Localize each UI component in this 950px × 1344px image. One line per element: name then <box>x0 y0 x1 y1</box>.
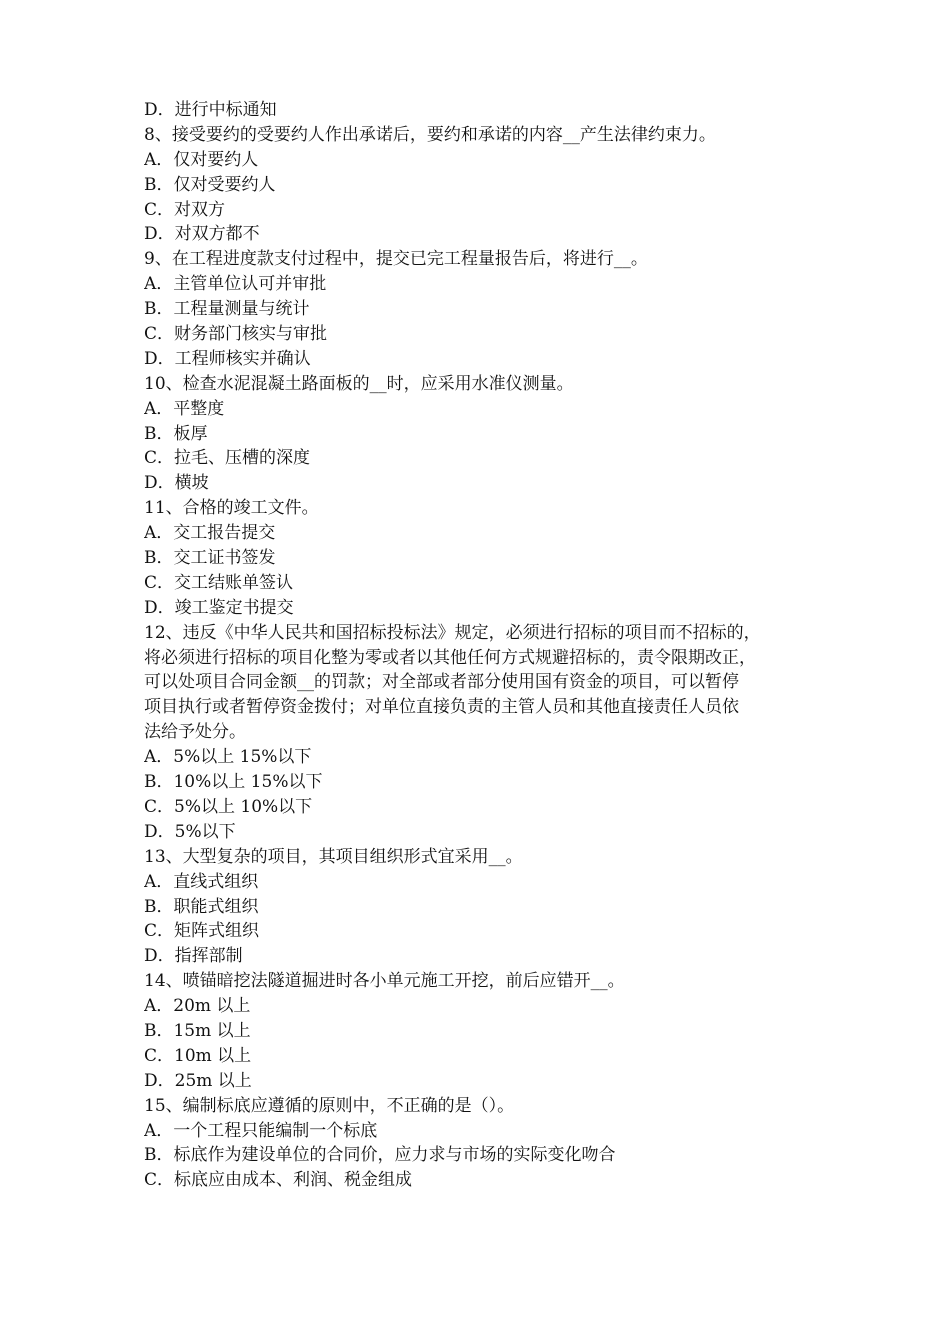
option-line: A．20m 以上 <box>144 996 251 1017</box>
question-line: 15、编制标底应遵循的原则中，不正确的是（）。 <box>144 1095 515 1116</box>
option-line: D．指挥部制 <box>144 946 243 967</box>
option-line: D．横坡 <box>144 473 209 494</box>
option-line: A．5%以上 15%以下 <box>144 747 312 768</box>
option-line: B．15m 以上 <box>144 1020 251 1041</box>
option-line: C．对双方 <box>144 199 226 220</box>
option-line: D．进行中标通知 <box>144 100 277 120</box>
option-line: C．财务部门核实与审批 <box>144 324 328 345</box>
question-line: 将必须进行招标的项目化整为零或者以其他任何方式规避招标的，责令限期改正， <box>144 647 756 668</box>
option-line: D．竣工鉴定书提交 <box>144 597 294 618</box>
option-line: A．交工报告提交 <box>144 523 276 544</box>
option-line: D．25m 以上 <box>144 1070 252 1091</box>
option-line: A．直线式组织 <box>144 871 259 892</box>
option-line: B．10%以上 15%以下 <box>144 772 323 793</box>
option-line: B．工程量测量与统计 <box>144 299 310 320</box>
question-line: 法给予处分。 <box>144 722 246 743</box>
option-line: A．主管单位认可并审批 <box>144 274 327 295</box>
option-line: C．矩阵式组织 <box>144 921 260 942</box>
document-page <box>144 98 824 1193</box>
option-line: B．职能式组织 <box>144 896 259 917</box>
option-line: A．平整度 <box>144 398 225 419</box>
question-line: 14、喷锚暗挖法隧道掘进时各小单元施工开挖，前后应错开__。 <box>144 971 625 992</box>
option-line: B．仅对受要约人 <box>144 174 276 195</box>
question-line: 11、合格的竣工文件。 <box>144 498 319 519</box>
option-line: D．工程师核实并确认 <box>144 348 311 369</box>
question-line: 10、检查水泥混凝土路面板的__时，应采用水准仪测量。 <box>144 373 574 394</box>
option-line: C．5%以上 10%以下 <box>144 796 313 817</box>
option-line: C．拉毛、压槽的深度 <box>144 448 311 469</box>
option-line: B．板厚 <box>144 423 208 444</box>
option-line: A．仅对要约人 <box>144 149 259 170</box>
option-line: C．10m 以上 <box>144 1045 252 1066</box>
option-line: B．标底作为建设单位的合同价，应力求与市场的实际变化吻合 <box>144 1145 616 1166</box>
question-line: 9、在工程进度款支付过程中，提交已完工程量报告后，将进行__。 <box>144 249 648 270</box>
option-line: B．交工证书签发 <box>144 548 276 569</box>
option-line: D．5%以下 <box>144 821 236 842</box>
option-line: C．交工结账单签认 <box>144 572 294 593</box>
question-line: 可以处项目合同金额__的罚款；对全部或者部分使用国有资金的项目，可以暂停 <box>144 672 739 693</box>
option-line: C．标底应由成本、利润、税金组成 <box>144 1170 413 1191</box>
question-line: 12、违反《中华人民共和国招标投标法》规定，必须进行招标的项目而不招标的， <box>144 622 761 643</box>
question-line: 13、大型复杂的项目，其项目组织形式宜采用__。 <box>144 846 523 867</box>
option-line: A．一个工程只能编制一个标底 <box>144 1120 378 1141</box>
question-line: 8、接受要约的受要约人作出承诺后，要约和承诺的内容__产生法律约束力。 <box>144 124 716 145</box>
option-line: D．对双方都不 <box>144 224 260 245</box>
question-line: 项目执行或者暂停资金拨付；对单位直接负责的主管人员和其他直接责任人员依 <box>144 697 739 718</box>
